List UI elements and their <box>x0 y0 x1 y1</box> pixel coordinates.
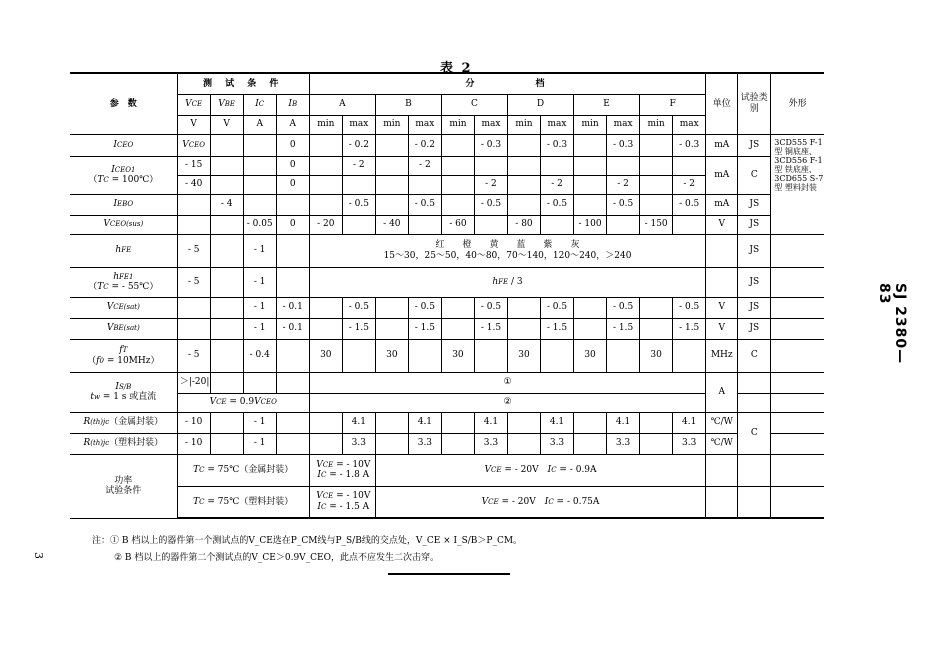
cell-vce-cond: VCE = 0.9VCEO <box>177 393 309 412</box>
cell-a-max: 3.3 <box>342 433 375 454</box>
power-tc-metal: TC = 75℃（金属封装） <box>177 454 309 486</box>
cell-b-min: - 40 <box>375 215 408 234</box>
header-ib: IB <box>276 94 309 115</box>
cell-ic: - 1 <box>243 433 276 454</box>
cell-unit: V <box>706 297 738 318</box>
min-label: min <box>309 115 342 134</box>
max-label: max <box>673 115 706 134</box>
cell-d-max: - 2 <box>541 175 574 194</box>
table-row <box>70 194 824 215</box>
cell-vce: - 5 <box>177 234 210 267</box>
cell-ic: - 1 <box>243 267 276 297</box>
param-iebo: IEBO <box>70 194 177 215</box>
cell-category: JS <box>738 318 771 339</box>
unit-vbe: V <box>210 115 243 134</box>
param-power-test: 功率 试验条件 <box>70 454 177 518</box>
cell-c-max: - 0.3 <box>474 134 507 156</box>
cell-unit: mA <box>706 156 738 194</box>
param-isb-cond: tw = 1 s 或直流 <box>90 392 157 402</box>
cell-d-max: - 0.5 <box>541 194 574 215</box>
header-grades: 分 档 <box>309 73 705 94</box>
cell-unit: mA <box>706 134 738 156</box>
cell-b-max: 3.3 <box>408 433 441 454</box>
cell-vce: ＞|-20| <box>177 372 210 393</box>
power-point-2-metal: VCE = - 20V IC = - 0.9A <box>375 454 705 486</box>
cell-ic: - 0.4 <box>243 339 276 372</box>
isb-mark-1: ① <box>309 372 705 393</box>
cell-c-min: 30 <box>441 339 474 372</box>
cell-f-max: - 0.5 <box>673 297 706 318</box>
cell-unit: A <box>706 372 738 412</box>
cell-f-max: - 1.5 <box>673 318 706 339</box>
cell-b-max: 4.1 <box>408 412 441 433</box>
cell-b-max: - 0.5 <box>408 194 441 215</box>
cell-vce: - 15 <box>177 156 210 175</box>
hfe-ranges: 15～30，25～50，40～80，70～140，120～240，＞240 <box>383 250 632 261</box>
cell-e-max: 3.3 <box>607 433 640 454</box>
table-caption: 表 2 <box>440 61 473 76</box>
header-conditions: 测 试 条 件 <box>177 73 309 94</box>
cell-b-max: - 0.2 <box>408 134 441 156</box>
table-row <box>70 134 824 156</box>
power-point-1-metal: VCE = - 10V IC = - 1.8 A <box>309 454 375 486</box>
table-row <box>70 297 824 318</box>
header-unit: 单位 <box>706 73 738 134</box>
cell-ic: - 0.05 <box>243 215 276 234</box>
table-row <box>70 318 824 339</box>
cell-f-max: - 0.5 <box>673 194 706 215</box>
header-category: 试验类别 <box>738 73 771 134</box>
note-1: 注：① B 档以上的器件第一个测试点的V_CE选在P_CM线与P_S/B线的交点处，V_CE × I_S/B＞P_CM。 <box>92 536 523 546</box>
unit-ic: A <box>243 115 276 134</box>
grade-a: A <box>309 94 375 115</box>
cell-ib: 0 <box>276 134 309 156</box>
param-ft: fT （f0 = 10MHz） <box>70 339 177 372</box>
cell-e-max: - 0.5 <box>607 297 640 318</box>
cell-e-max: - 1.5 <box>607 318 640 339</box>
hfe-grades <box>309 234 705 267</box>
standard-code: SJ 2380—83 <box>876 283 908 365</box>
cell-a-max: - 1.5 <box>342 318 375 339</box>
header-ic: IC <box>243 94 276 115</box>
cell-ic: - 1 <box>243 412 276 433</box>
param-hfe1-cond: （TC = - 55℃） <box>88 282 159 292</box>
cell-c-max: - 1.5 <box>474 318 507 339</box>
cell-category: C <box>738 412 771 454</box>
max-label: max <box>408 115 441 134</box>
cell-category: JS <box>738 194 771 215</box>
cell-b-max: - 0.5 <box>408 297 441 318</box>
cell-d-min: 30 <box>507 339 540 372</box>
cell-vce: - 5 <box>177 267 210 297</box>
cell-a-max: - 0.5 <box>342 297 375 318</box>
page-number: 3 <box>32 552 45 559</box>
cell-ib: 0 <box>276 175 309 194</box>
cell-a-min: 30 <box>309 339 342 372</box>
cell-unit: MHz <box>706 339 738 372</box>
cell-c-max: 3.3 <box>474 433 507 454</box>
cell-a-max: - 2 <box>342 156 375 175</box>
table-row <box>70 454 824 486</box>
cell-d-max: - 1.5 <box>541 318 574 339</box>
header-vce: VCE <box>177 94 210 115</box>
cell-unit: mA <box>706 194 738 215</box>
cell-d-min: - 80 <box>507 215 540 234</box>
spec-table <box>70 72 824 519</box>
cell-ib: 0 <box>276 215 309 234</box>
cell-a-min: - 20 <box>309 215 342 234</box>
cell-a-max: - 0.2 <box>342 134 375 156</box>
min-label: min <box>507 115 540 134</box>
param-rth-plastic: R(th)jc（塑料封装） <box>70 433 177 454</box>
cell-ic: - 1 <box>243 297 276 318</box>
max-label: max <box>342 115 375 134</box>
cell-vbe: - 4 <box>210 194 243 215</box>
cell-c-max: - 2 <box>474 175 507 194</box>
table-row <box>70 215 824 234</box>
table-row <box>70 412 824 433</box>
table-row <box>70 433 824 454</box>
header-outline: 外形 <box>771 73 824 134</box>
hfe1-value: hFE / 3 <box>309 267 705 297</box>
cell-e-max: 4.1 <box>607 412 640 433</box>
cell-f-min: 30 <box>640 339 673 372</box>
cell-c-min: - 60 <box>441 215 474 234</box>
table-row <box>70 486 824 518</box>
cell-b-max: - 1.5 <box>408 318 441 339</box>
param-hfe: hFE <box>70 234 177 267</box>
cell-unit: V <box>706 318 738 339</box>
min-label: min <box>640 115 673 134</box>
unit-vce: V <box>177 115 210 134</box>
notes <box>92 533 522 567</box>
cell-category: C <box>738 339 771 372</box>
power-point-1-plastic: VCE = - 10V IC = - 1.5 A <box>309 486 375 518</box>
cell-b-max: - 2 <box>408 156 441 175</box>
cell-category: C <box>738 156 771 194</box>
grade-d: D <box>507 94 573 115</box>
cell-f-max: - 2 <box>673 175 706 194</box>
cell-category: JS <box>738 267 771 297</box>
note-2: ② B 档以上的器件第二个测试点的V_CE＞0.9V_CEO，此点不应发生二次击穿。 <box>114 553 440 564</box>
isb-mark-2: ② <box>309 393 705 412</box>
cell-category: JS <box>738 234 771 267</box>
max-label: max <box>541 115 574 134</box>
grade-e: E <box>574 94 640 115</box>
unit-ib: A <box>276 115 309 134</box>
param-vbe-sat: VBE(sat) <box>70 318 177 339</box>
min-label: min <box>375 115 408 134</box>
table-row <box>70 156 824 175</box>
cell-a-max: - 0.5 <box>342 194 375 215</box>
grade-f: F <box>640 94 706 115</box>
cell-ib: 0 <box>276 156 309 175</box>
table-row <box>70 372 824 393</box>
grade-b: B <box>375 94 441 115</box>
cell-c-max: - 0.5 <box>474 194 507 215</box>
table-row <box>70 234 824 267</box>
header-vbe: VBE <box>210 94 243 115</box>
cell-vce: - 10 <box>177 412 210 433</box>
cell-vce: - 5 <box>177 339 210 372</box>
cell-e-min: - 100 <box>574 215 607 234</box>
cell-e-max: - 0.3 <box>607 134 640 156</box>
cell-ic: - 1 <box>243 234 276 267</box>
param-vce-sat: VCE(sat) <box>70 297 177 318</box>
cell-a-max: 4.1 <box>342 412 375 433</box>
cell-category: JS <box>738 215 771 234</box>
cell-d-max: - 0.3 <box>541 134 574 156</box>
cell-e-min: 30 <box>574 339 607 372</box>
max-label: max <box>474 115 507 134</box>
max-label: max <box>607 115 640 134</box>
cell-vce: VCEO <box>177 134 210 156</box>
table-row <box>70 267 824 297</box>
cell-vce: - 10 <box>177 433 210 454</box>
cell-d-max: 4.1 <box>541 412 574 433</box>
param-iceo1-cond: （TC = 100℃） <box>88 175 159 185</box>
param-isb: IS/B tw = 1 s 或直流 <box>70 372 177 412</box>
cell-d-max: - 0.5 <box>541 297 574 318</box>
cell-f-min: - 150 <box>640 215 673 234</box>
header-param: 参 数 <box>70 73 177 134</box>
power-tc-plastic: TC = 75℃（塑料封装） <box>177 486 309 518</box>
outline-cell: 3CD555 F-1型 铜底座、3CD556 F-1型 铁底座、3CD655 S-7型 塑料封装 <box>771 134 824 234</box>
cell-c-max: - 0.5 <box>474 297 507 318</box>
cell-e-max: - 2 <box>607 175 640 194</box>
param-iceo: ICEO <box>70 134 177 156</box>
min-label: min <box>441 115 474 134</box>
param-rth-metal: R(th)jc（金属封装） <box>70 412 177 433</box>
hfe-colors: 红 橙 黄 蓝 紫 灰 <box>435 240 580 251</box>
min-label: min <box>574 115 607 134</box>
cell-vce: - 40 <box>177 175 210 194</box>
cell-d-max: 3.3 <box>541 433 574 454</box>
cell-f-max: 3.3 <box>673 433 706 454</box>
param-vceo-sus: VCEO(sus) <box>70 215 177 234</box>
param-iceo1: ICEO1 （TC = 100℃） <box>70 156 177 194</box>
cell-c-max: 4.1 <box>474 412 507 433</box>
param-hfe1: hFE1 （TC = - 55℃） <box>70 267 177 297</box>
cell-f-max: - 0.3 <box>673 134 706 156</box>
cell-f-max: 4.1 <box>673 412 706 433</box>
param-ft-cond: （f0 = 10MHz） <box>87 355 160 366</box>
cell-ib: - 0.1 <box>276 318 309 339</box>
cell-ib: - 0.1 <box>276 297 309 318</box>
grade-c: C <box>441 94 507 115</box>
table-row <box>70 339 824 372</box>
cell-ic: - 1 <box>243 318 276 339</box>
cell-b-min: 30 <box>375 339 408 372</box>
power-point-2-plastic: VCE = - 20V IC = - 0.75A <box>375 486 705 518</box>
cell-category: JS <box>738 134 771 156</box>
cell-category: JS <box>738 297 771 318</box>
end-rule <box>388 573 510 575</box>
cell-unit: ℃/W <box>706 433 738 454</box>
cell-unit: V <box>706 215 738 234</box>
cell-unit: ℃/W <box>706 412 738 433</box>
cell-e-max: - 0.5 <box>607 194 640 215</box>
